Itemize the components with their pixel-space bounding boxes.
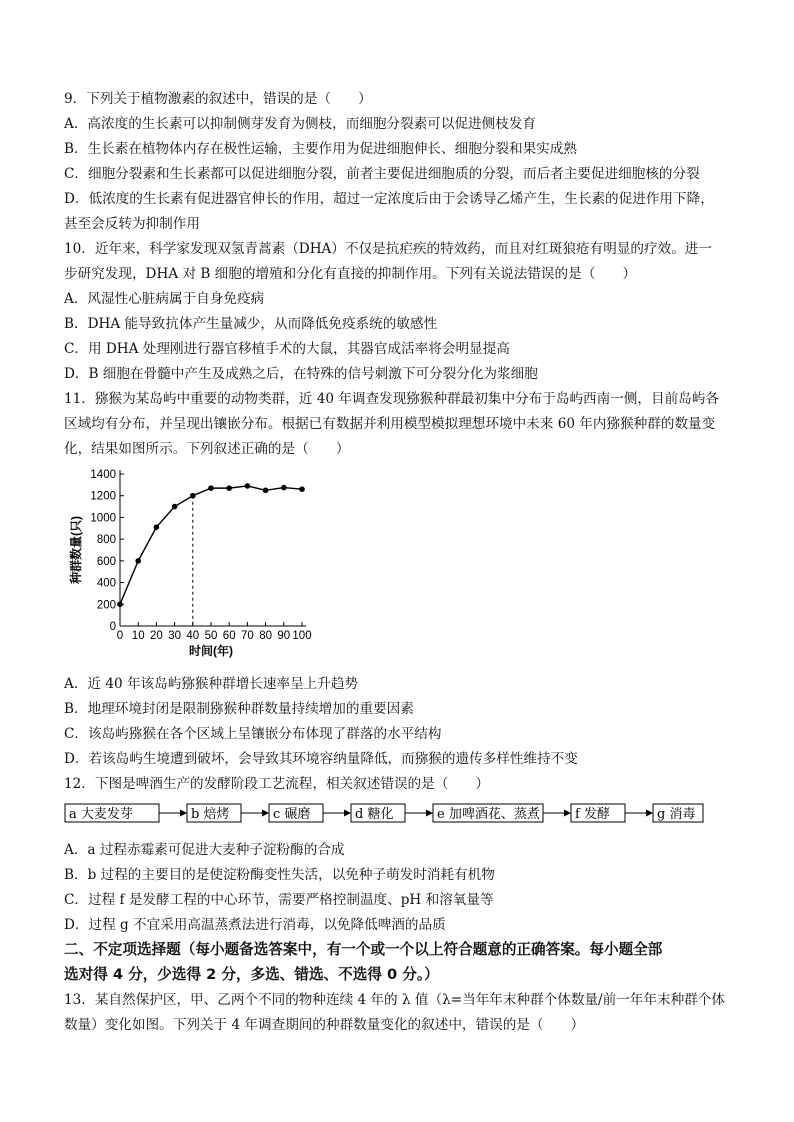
- flow-step-label: f 发酵: [575, 807, 610, 822]
- section-2-heading-line2: 选对得 4 分，少选得 2 分，多选、错选、不选得 0 分。）: [64, 966, 439, 983]
- data-point: [190, 493, 196, 499]
- q11-stem-line2: 区域均有分布，并呈现出镶嵌分布。根据已有数据并利用模型模拟理想环境中未来 60 年内猕猴种群的数量变: [64, 416, 716, 432]
- data-point: [172, 504, 178, 510]
- q10-option-d: D．B 细胞在骨髓中产生及成熟之后，在特殊的信号刺激下可分裂分化为浆细胞: [64, 366, 538, 382]
- data-point: [281, 485, 287, 491]
- q10-option-c: C．用 DHA 处理刚进行器官移植手术的大鼠，其器官成活率将会明显提高: [64, 341, 510, 357]
- population-line-chart: [66, 462, 326, 662]
- q11-option-b: B．地理环境封闭是限制猕猴种群数量持续增加的重要因素: [64, 701, 414, 717]
- flow-arrow-head: [646, 810, 653, 817]
- y-tick-label: 0: [109, 621, 116, 633]
- y-tick-label: 1400: [90, 469, 116, 481]
- q10-option-a: A．风湿性心脏病属于自身免疫病: [64, 291, 265, 307]
- flow-arrow-head: [564, 810, 571, 817]
- q11-stem-line3: 化，结果如图所示。下列叙述正确的是（ ）: [64, 441, 350, 457]
- q12-option-d: D．过程 g 不宜采用高温蒸煮法进行消毒，以免降低啤酒的品质: [64, 917, 446, 933]
- data-point: [208, 485, 214, 491]
- q10-stem-line1: 10．近年来，科学家发现双氢青蒿素（DHA）不仅是抗疟疾的特效药，而且对红斑狼疮有明显的疗效。进一: [64, 241, 712, 257]
- flow-arrow-head: [262, 810, 269, 817]
- data-point: [154, 524, 160, 530]
- y-tick-label: 600: [96, 555, 116, 568]
- data-point: [226, 485, 232, 491]
- y-tick-label: 1200: [90, 490, 116, 503]
- q11-option-c: C．该岛屿猕猴在各个区域上呈镶嵌分布体现了群落的水平结构: [64, 726, 442, 742]
- data-point: [299, 486, 305, 492]
- x-tick-label: 60: [222, 630, 236, 642]
- flow-arrow-head: [344, 810, 351, 817]
- flow-arrow-head: [426, 810, 433, 817]
- q10-stem-line2: 步研究发现，DHA 对 B 细胞的增殖和分化有直接的抑制作用。下列有关说法错误的是（ ）: [64, 266, 637, 282]
- data-point: [263, 487, 269, 493]
- x-tick-label: 50: [204, 630, 218, 642]
- flow-arrow-head: [180, 810, 187, 817]
- q9-option-d: D．低浓度的生长素有促进器官伸长的作用，超过一定浓度后由于会诱导乙烯产生，生长素的促进作用下降，: [64, 191, 714, 207]
- x-tick-label: 40: [186, 630, 200, 642]
- q9-option-d-continued: 甚至会反转为抑制作用: [64, 216, 200, 232]
- y-tick-label: 200: [96, 599, 116, 612]
- y-tick-label: 800: [96, 534, 116, 547]
- x-tick-label: 80: [259, 630, 272, 642]
- q12-option-b: B．b 过程的主要目的是使淀粉酶变性失活，以免种子萌发时消耗有机物: [64, 867, 495, 883]
- y-tick-label: 1000: [90, 512, 116, 525]
- x-tick-label: 100: [292, 630, 312, 642]
- q9-option-a: A．高浓度的生长素可以抑制侧芽发育为侧枝，而细胞分裂素可以促进侧枝发育: [64, 116, 537, 132]
- data-point: [245, 483, 251, 489]
- x-tick-label: 10: [131, 630, 145, 642]
- x-tick-label: 0: [116, 630, 124, 642]
- q9-option-b: B．生长素在植物体内存在极性运输，主要作用为促进细胞伸长、细胞分裂和果实成熟: [64, 141, 577, 157]
- x-axis-label: 时间(年): [189, 644, 233, 658]
- q11-stem-line1: 11．猕猴为某岛屿中重要的动物类群，近 40 年调查发现猕猴种群最初集中分布于岛屿西南一侧，目前岛屿各: [64, 391, 719, 407]
- q10-option-b: B．DHA 能导致抗体产生量减少，从而降低免疫系统的敏感性: [64, 316, 438, 332]
- flow-step-label: d 糖化: [355, 807, 394, 822]
- y-axis-label: 种群数量(只): [69, 516, 83, 584]
- flow-step-label: g 消毒: [657, 807, 696, 822]
- q11-option-a: A．近 40 年该岛屿猕猴种群增长速率呈上升趋势: [64, 676, 359, 692]
- flow-step-label: b 焙烤: [191, 807, 230, 822]
- beer-process-flowchart: [64, 802, 696, 828]
- q13-stem-line2: 数量）变化如图。下列关于 4 年调查期间的种群数量变化的叙述中，错误的是（ ）: [64, 1017, 585, 1033]
- q11-option-d: D．若该岛屿生境遭到破坏，会导致其环境容纳量降低，而猕猴的遗传多样性维持不变: [64, 751, 578, 767]
- section-2-heading-line1: 二、不定项选择题（每小题备选答案中，有一个或一个以上符合题意的正确答案。每小题全部: [64, 941, 663, 958]
- y-tick-label: 400: [96, 577, 116, 590]
- q12-option-c: C．过程 f 是发酵工程的中心环节，需要严格控制温度、pH 和溶氧量等: [64, 892, 494, 908]
- x-tick-label: 20: [150, 630, 163, 642]
- flow-step-label: c 碾磨: [273, 807, 311, 822]
- population-series-line: [120, 486, 302, 604]
- data-point: [117, 601, 123, 607]
- q13-stem-line1: 13．某自然保护区，甲、乙两个不同的物种连续 4 年的 λ 值（λ=当年年末种群个体数量/前一年年末种群个体: [64, 992, 725, 1008]
- x-tick-label: 90: [277, 630, 291, 642]
- x-tick-label: 30: [168, 630, 181, 642]
- x-tick-label: 70: [241, 630, 254, 642]
- q12-stem: 12．下图是啤酒生产的发酵阶段工艺流程，相关叙述错误的是（ ）: [64, 776, 490, 792]
- chart-marks: [117, 483, 305, 626]
- q9-stem: 9．下列关于植物激素的叙述中，错误的是（ ）: [64, 91, 372, 107]
- q12-option-a: A．a 过程赤霉素可促进大麦种子淀粉酶的合成: [64, 842, 345, 858]
- q9-option-c: C．细胞分裂素和生长素都可以促进细胞分裂，前者主要促进细胞质的分裂，而后者主要促进细胞核的分裂: [64, 166, 700, 182]
- flow-step-label: e 加啤酒花、蒸煮: [437, 807, 540, 822]
- flow-step-label: a 大麦发芽: [69, 807, 133, 822]
- data-point: [135, 558, 141, 564]
